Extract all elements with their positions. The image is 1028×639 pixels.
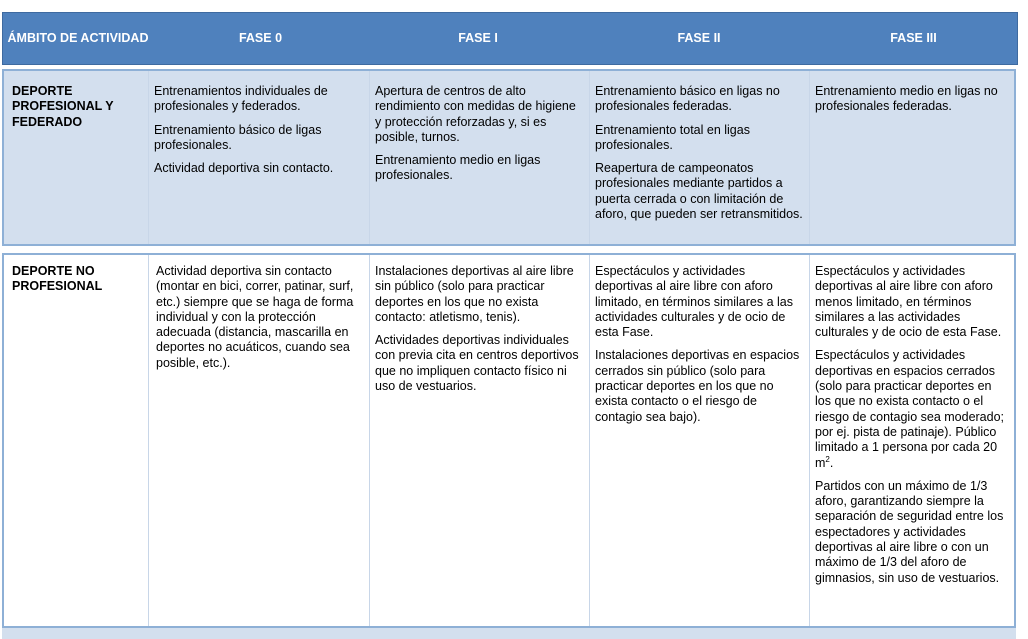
cell-text: Instalaciones deportivas en espacios cerrados sin público (solo para practicar deportes en los que no exista contacto o el riesgo de contagio sea bajo). (595, 348, 800, 424)
header-fase-3: FASE III (890, 31, 937, 45)
header-fase-1: FASE I (458, 31, 498, 45)
cell-text: Entrenamiento medio en ligas profesionales. (375, 153, 541, 183)
cell-text: Actividades deportivas individuales con previa cita en centros deportivos que no impliquen contacto físico ni uso de vestuarios. (375, 333, 579, 394)
cell-fase-0 (154, 84, 359, 184)
row-label: DEPORTE PROFESIONAL Y FEDERADO (12, 84, 114, 129)
cell-text: Espectáculos y actividades deportivas al aire libre con aforo limitado, en términos similares a las actividades culturales y de ocio de esta Fase. (595, 264, 793, 340)
column-divider (369, 255, 370, 631)
column-divider (589, 255, 590, 631)
cell-fase-2 (595, 84, 803, 230)
cell-fase-1 (375, 264, 585, 402)
cell-text-tail: . (829, 455, 834, 470)
next-row-edge (2, 626, 1016, 639)
cell-fase-1 (375, 84, 583, 192)
cell-text: Entrenamiento medio en ligas no profesionales federadas. (815, 84, 998, 114)
table-row (2, 253, 1016, 633)
cell-fase-0 (156, 264, 361, 379)
cell-text: Partidos con un máximo de 1/3 aforo, garantizando siempre la separación de seguridad entre los espectadores y actividades deportivas al aire libre o con un máximo de 1/3 del aforo de gimnasios, sin uso de vestuarios. (815, 478, 1004, 585)
column-divider (148, 71, 149, 244)
cell-fase-3 (815, 84, 1010, 123)
cell-fase-2 (595, 264, 805, 433)
cell-text: Reapertura de campeonatos profesionales mediante partidos a puerta cerrada o con limitación de aforo, que pueden ser retransmitidos. (595, 161, 803, 222)
cell-text: Entrenamiento total en ligas profesionales. (595, 122, 750, 152)
cell-text: Espectáculos y actividades deportivas al aire libre con aforo menos limitado, en términos similares a las actividades culturales y de ocio de esta Fase. (815, 264, 1002, 340)
column-divider (369, 71, 370, 244)
superscript: 2 (825, 454, 830, 464)
column-divider (148, 255, 149, 631)
cell-text (815, 348, 1010, 470)
column-divider (809, 71, 810, 244)
cell-text: Actividad deportiva sin contacto (montar en bici, correr, patinar, surf, etc.) siempre que se haga de forma individual y con la protección adecuada (distancia, mascarilla en deportes no acuáticos, cuando sea posible, etc.). (156, 264, 354, 370)
header-ambito: ÁMBITO DE ACTIVIDAD (7, 31, 149, 45)
header-fase-2: FASE II (677, 31, 721, 45)
cell-text: Entrenamientos individuales de profesionales y federados. (154, 84, 328, 114)
table-row (2, 69, 1016, 246)
column-divider (589, 71, 590, 244)
cell-text: Entrenamiento básico de ligas profesionales. (154, 122, 322, 152)
cell-fase-3 (815, 264, 1010, 594)
header-fase-0: FASE 0 (238, 31, 283, 45)
cell-text: Apertura de centros de alto rendimiento con medidas de higiene y protección reforzadas y, si es posible, turnos. (375, 84, 576, 144)
cell-text: Entrenamiento básico en ligas no profesionales federadas. (595, 84, 780, 114)
table-header (2, 12, 1018, 65)
cell-text-main: Espectáculos y actividades deportivas en espacios cerrados (solo para practicar deportes en los que no exista contacto o el riesgo de contagio sea moderado; por ej. pista de patinaje). Público limitado a 1 persona por cada 20 m (815, 348, 1005, 470)
cell-text: Actividad deportiva sin contacto. (154, 161, 334, 176)
row-label: DEPORTE NO PROFESIONAL (12, 264, 103, 294)
column-divider (809, 255, 810, 631)
cell-text: Instalaciones deportivas al aire libre sin público (solo para practicar deportes en los que no exista contacto: atletismo, tenis). (375, 264, 574, 324)
